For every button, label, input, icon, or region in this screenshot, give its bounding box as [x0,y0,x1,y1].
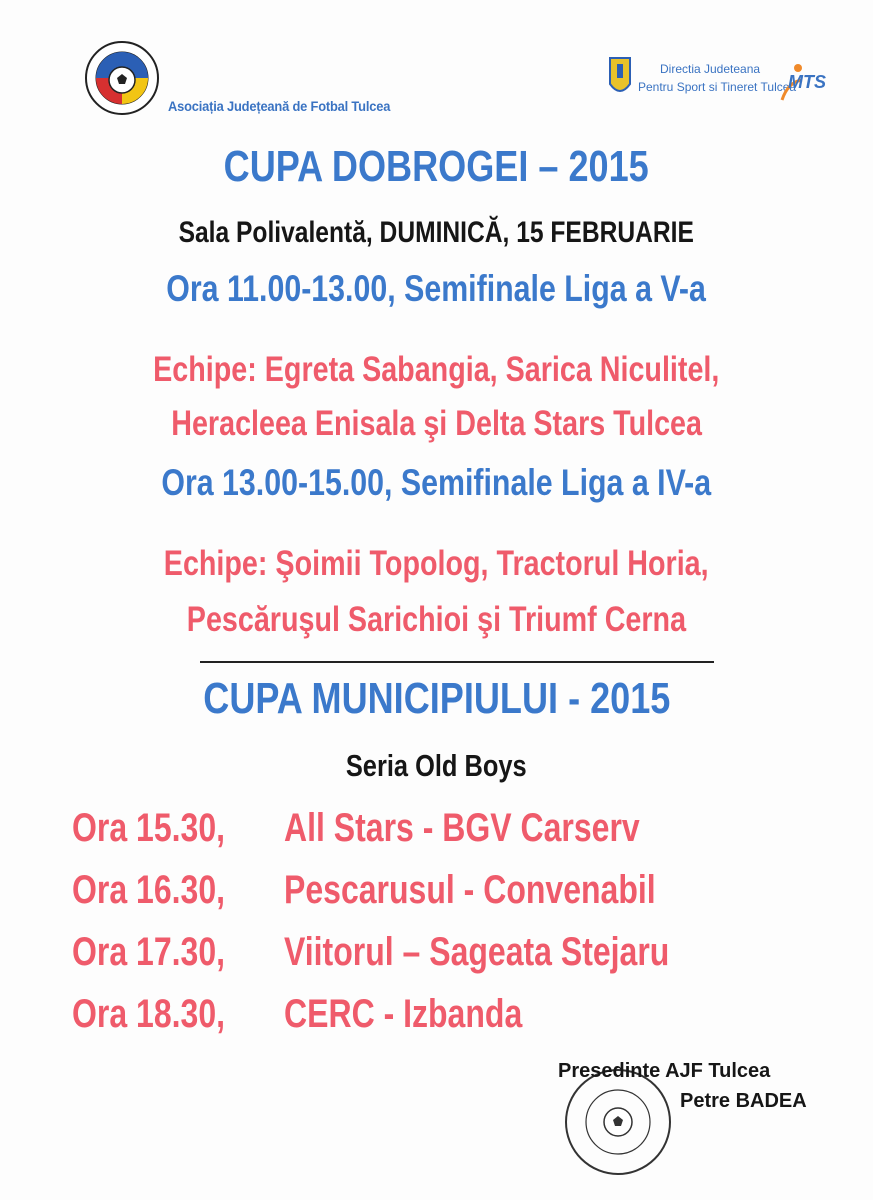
directorate-header [608,54,828,110]
match-row [72,930,669,980]
cup1-teams-2-line-2-text: Pescăruşul Sarichioi şi Triumf Cerna [186,600,687,639]
cup1-schedule-1 [0,268,873,310]
match-row [72,806,640,856]
match-row [72,992,522,1042]
match-teams: All Stars - BGV Carserv [284,806,640,850]
match-time: Ora 17.30, [72,930,225,974]
cup1-teams-2-line-2 [0,600,873,640]
match-time: Ora 18.30, [72,992,225,1036]
cup2-series [0,748,873,784]
cup1-teams-2-line-1-text: Echipe: Şoimii Topolog, Tractorul Horia, [164,544,709,583]
organization-name: Asociația Județeană de Fotbal Tulcea [168,98,391,114]
match-time: Ora 15.30, [72,806,225,850]
cup2-title [0,674,873,724]
cup1-title [0,142,873,192]
cup1-schedule-1-text: Ora 11.00-13.00, Semifinale Liga a V-a [166,268,707,309]
signature-role: Presedinte AJF Tulcea [558,1060,771,1082]
cup2-series-text: Seria Old Boys [346,748,527,783]
cup1-title-text: CUPA DOBROGEI – 2015 [223,142,650,191]
cup1-teams-1-line-2 [0,404,873,444]
coat-of-arms-icon [608,54,632,102]
directorate-line-1: Directia Judeteana [660,62,761,76]
federation-football-logo-icon [84,40,160,116]
cup1-teams-1-line-1-text: Echipe: Egreta Sabangia, Sarica Niculitel, [153,350,720,389]
cup1-teams-2-line-1 [0,544,873,584]
match-row [72,868,656,918]
match-teams: CERC - Izbanda [284,992,523,1036]
directorate-line-2: Pentru Sport si Tineret Tulcea [638,80,797,94]
match-teams: Pescarusul - Convenabil [284,868,656,912]
match-time: Ora 16.30, [72,868,225,912]
section-divider [200,661,714,663]
signature-name: Petre BADEA [680,1090,807,1112]
match-teams: Viitorul – Sageata Stejaru [284,930,670,974]
cup2-title-text: CUPA MUNICIPIULUI - 2015 [202,674,671,723]
cup1-venue-text: Sala Polivalentă, DUMINICĂ, 15 FEBRUARIE [178,216,695,249]
mts-label: MTS [788,72,826,92]
cup1-venue [0,216,873,250]
cup1-schedule-2-text: Ora 13.00-15.00, Semifinale Liga a IV-a [161,462,712,503]
cup1-teams-1-line-2-text: Heracleea Enisala şi Delta Stars Tulcea [171,404,702,443]
cup1-schedule-2 [0,462,873,504]
cup1-teams-1-line-1 [0,350,873,390]
